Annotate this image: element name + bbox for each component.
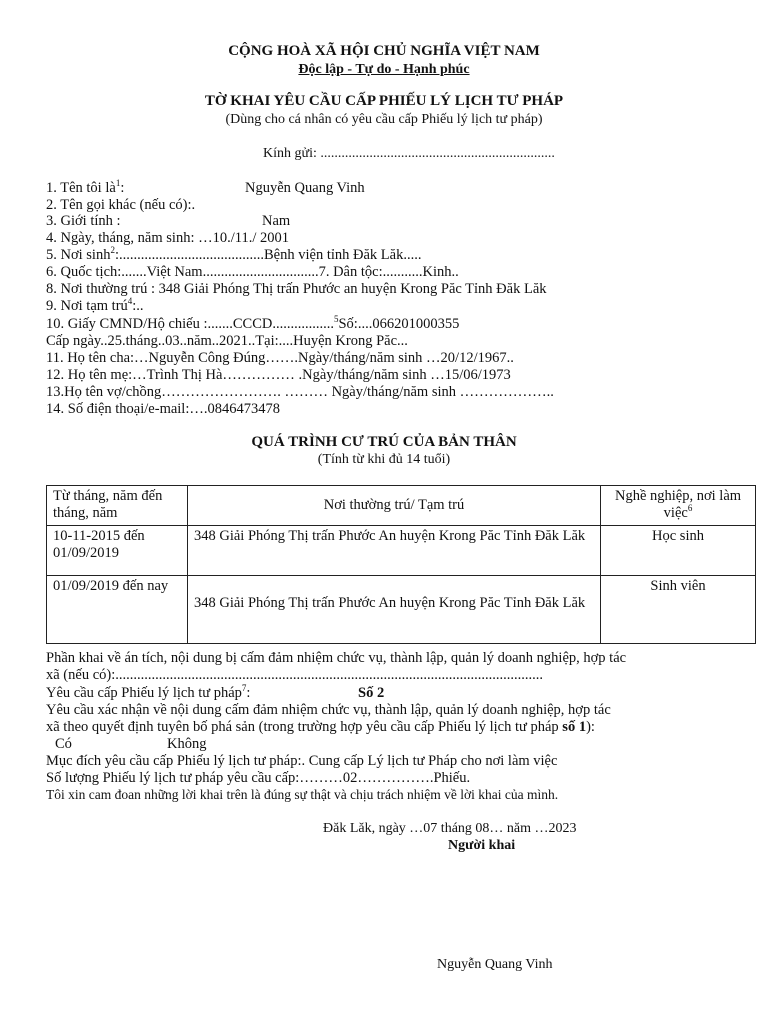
field-gender-label: 3. Giới tính :	[46, 213, 121, 229]
field-temporary-address: 9. Nơi tạm trú$^4$:..	[46, 296, 144, 314]
row-place: 348 Giải Phóng Thị trấn Phước An huyện Krong Păc Tỉnh Đăk Lăk	[188, 526, 601, 576]
row-period: 10-11-2015 đến 01/09/2019	[47, 526, 188, 576]
request-type-label: Yêu cầu cấp Phiếu lý lịch tư pháp$^7$:	[46, 683, 251, 701]
request-type-value: Số 2	[358, 685, 385, 701]
addressee-line: Kính gửi: ...................................................................	[263, 146, 555, 161]
header-job: Nghề nghiệp, nơi làm việc$^6$	[601, 486, 756, 526]
field-father: 11. Họ tên cha:…Nguyễn Công Đúng…….Ngày/tháng/năm sinh …20/12/1967..	[46, 350, 514, 366]
confirm-line-1: Yêu cầu xác nhận về nội dung cấm đảm nhiệm chức vụ, thành lập, quản lý doanh nghiệp, hợp tác	[46, 702, 611, 718]
field-other-name: 2. Tên gọi khác (nếu có):.	[46, 197, 196, 213]
field-id-card: 10. Giấy CMND/Hộ chiếu :.......CCCD.................$^5$Số:....066201000355	[46, 314, 460, 332]
option-yes: Có	[55, 736, 72, 752]
row-place: 348 Giải Phóng Thị trấn Phước An huyện Krong Păc Tỉnh Đăk Lăk	[188, 576, 601, 644]
residence-table	[46, 485, 756, 644]
field-spouse: 13.Họ tên vợ/chồng……………………. ……… Ngày/tháng/năm sinh ………………..	[46, 384, 554, 400]
field-id-issue: Cấp ngày..25.tháng..03..năm..2021..Tại:....Huyện Krong Păc...	[46, 333, 408, 349]
table-header-row	[47, 486, 756, 526]
field-birthplace: 5. Nơi $\sinh^2:........................................Bệnh$ viện tỉnh Đăk Lăk.....	[46, 245, 422, 263]
signature-role: Người khai	[448, 838, 516, 853]
header-period: Từ tháng, năm đến tháng, năm	[47, 486, 188, 526]
header-place: Nơi thường trú/ Tạm trú	[188, 486, 601, 526]
field-phone-email: 14. Số điện thoại/e-mail:….0846473478	[46, 401, 280, 417]
confirm-line-2: xã theo quyết định tuyên bố phá sản (trong trường hợp yêu cầu cấp Phiếu lý lịch tư pháp số 1):	[46, 719, 595, 735]
form-title: TỜ KHAI YÊU CẦU CẤP PHIẾU LÝ LỊCH TƯ PHÁP	[204, 93, 564, 109]
field-nationality-ethnicity: 6. Quốc tịch:.......Việt Nam................................7. Dân tộc:...........Kinh..	[46, 264, 459, 280]
criminal-record-line-1: Phần khai về án tích, nội dung bị cấm đảm nhiệm chức vụ, thành lập, quản lý doanh nghiệp, hợp tác	[46, 650, 627, 666]
row-period: 01/09/2019 đến nay	[47, 576, 188, 644]
form-subtitle: (Dùng cho cá nhân có yêu cầu cấp Phiếu lý lịch tư pháp)	[225, 112, 543, 127]
nation-title: CỘNG HOÀ XÃ HỘI CHỦ NGHĨA VIỆT NAM	[228, 43, 540, 59]
field-name-label: 1. Tên tôi $là^1$:	[46, 178, 125, 196]
row-job: Học sinh	[601, 526, 756, 576]
purpose-line: Mục đích yêu cầu cấp Phiếu lý lịch tư pháp:. Cung cấp Lý lịch tư Pháp cho nơi làm việc	[46, 753, 558, 769]
residence-subheading: (Tính từ khi đủ 14 tuổi)	[317, 452, 451, 467]
signer-name: Nguyễn Quang Vinh	[437, 957, 553, 972]
field-gender-value: Nam	[262, 213, 291, 229]
table-row	[47, 526, 756, 576]
field-name-value: Nguyễn Quang Vinh	[245, 180, 365, 196]
signature-place-date: Đăk Lăk, ngày …07 tháng 08… năm …2023	[323, 821, 577, 836]
national-motto: Độc lập - Tự do - Hạnh phúc	[298, 62, 470, 77]
commitment-line: Tôi xin cam đoan những lời khai trên là đúng sự thật và chịu trách nhiệm về lời khai của mình.	[46, 787, 559, 802]
field-birthdate: 4. Ngày, tháng, năm sinh: …10./11./ 2001	[46, 230, 289, 246]
option-no: Không	[167, 736, 207, 752]
table-row	[47, 576, 756, 644]
criminal-record-line-2: xã (nếu có):......................................................................................................................	[46, 667, 543, 683]
row-job: Sinh viên	[601, 576, 756, 644]
field-mother: 12. Họ tên mẹ:…Trình Thị Hà…………… .Ngày/tháng/năm sinh …15/06/1973	[46, 367, 511, 383]
quantity-line: Số lượng Phiếu lý lịch tư pháp yêu cầu cấp:………02…………….Phiếu.	[46, 770, 471, 786]
field-permanent-address: 8. Nơi thường trú : 348 Giải Phóng Thị trấn Phước an huyện Krong Păc Tỉnh Đăk Lăk	[46, 281, 547, 297]
residence-heading: QUÁ TRÌNH CƯ TRÚ CỦA BẢN THÂN	[251, 434, 517, 450]
